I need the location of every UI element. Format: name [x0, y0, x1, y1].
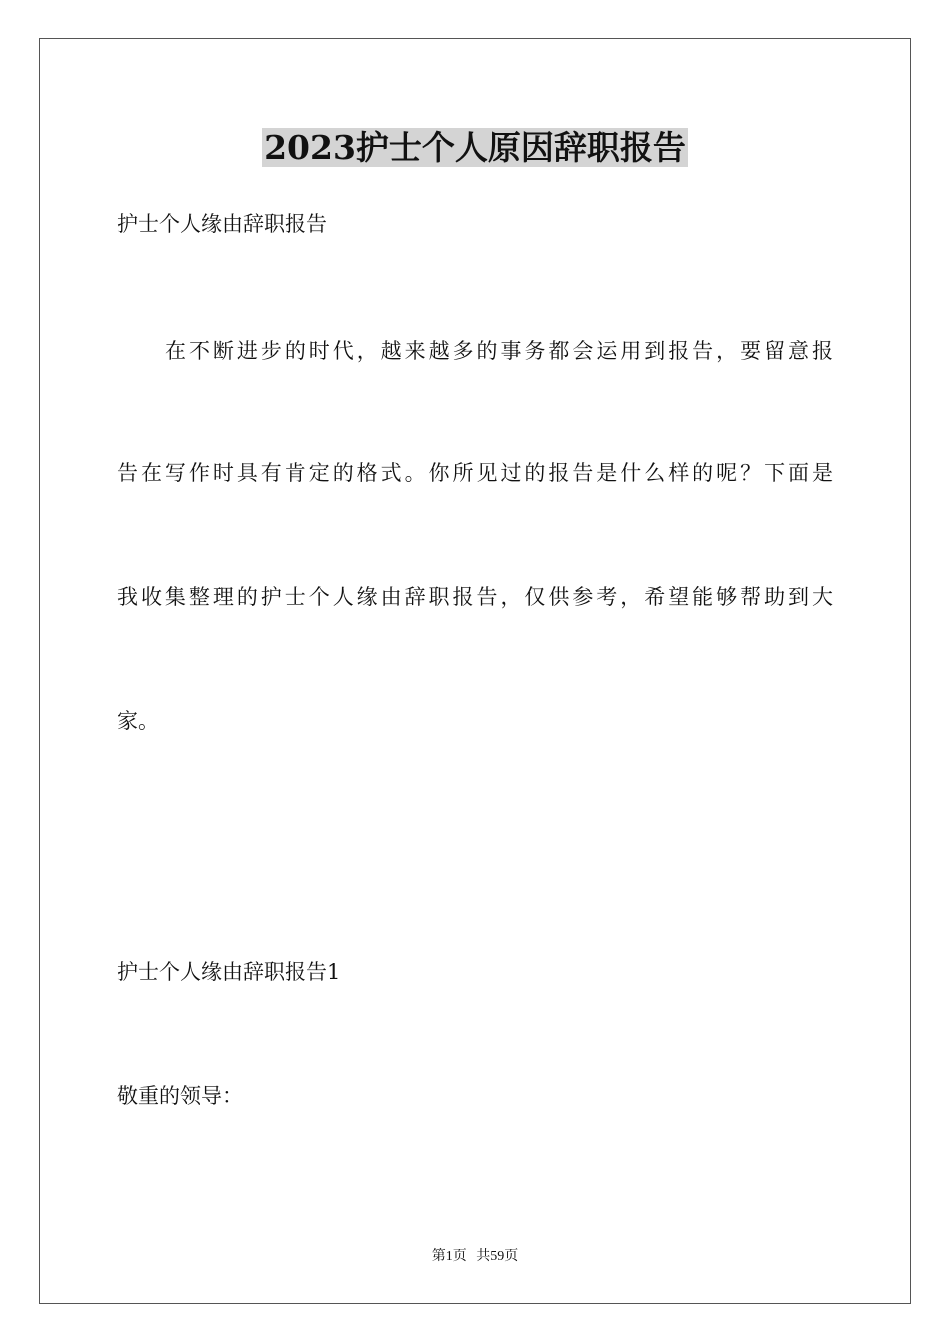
document-title: [0, 126, 950, 170]
intro-line-4: 家。: [117, 709, 159, 733]
intro-line-3: 我收集整理的护士个人缘由辞职报告，仅供参考，希望能够帮助到大: [117, 585, 833, 609]
document-title-text: 2023护士个人原因辞职报告: [264, 128, 686, 167]
salutation: 敬重的领导：: [117, 1084, 243, 1108]
page-total: 共59页: [476, 1249, 519, 1264]
section-heading: 护士个人缘由辞职报告1: [117, 960, 341, 984]
document-subtitle: 护士个人缘由辞职报告: [117, 212, 327, 236]
intro-line-2: 告在写作时具有肯定的格式。你所见过的报告是什么样的呢？下面是: [117, 461, 833, 485]
intro-line-1: 在不断进步的时代，越来越多的事务都会运用到报告，要留意报: [165, 339, 833, 363]
page-footer: [0, 1247, 950, 1267]
page-current: 第1页: [431, 1249, 467, 1264]
